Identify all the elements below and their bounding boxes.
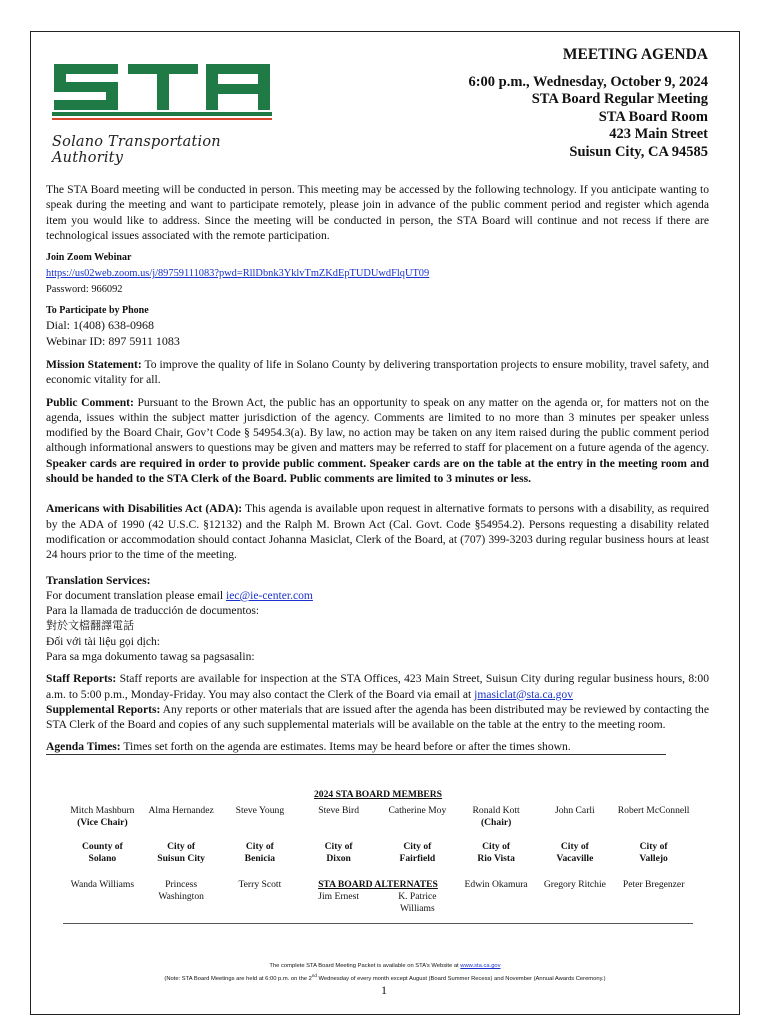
public-comment <box>46 395 709 487</box>
page-number: 1 <box>381 983 387 997</box>
zoom-password: Password: 966092 <box>46 283 123 295</box>
member-cell: Catherine Moy <box>388 805 447 816</box>
staff-reports <box>46 671 709 732</box>
city-cell: City of Vacaville <box>556 841 594 864</box>
alternate-cell: Gregory Ritchie <box>543 879 606 890</box>
city-cell: County of Solano <box>81 841 123 864</box>
members-cities-table <box>63 841 693 865</box>
city-cell: City of Benicia <box>244 841 276 864</box>
meeting-city: Suisun City, CA 94585 <box>569 143 708 160</box>
member-cell: Mitch Mashburn (Vice Chair) <box>70 805 135 828</box>
public-comment-text: Pursuant to the Brown Act, the public has an opportunity to speak on any matter on the agenda or, for matters not on the agenda, issues within the subject matter jurisdiction of the agency. Comments are limited to no more than 3 minutes per speaker unless modified by the Board Chair, Gov’t Code § 54954.3(a). By law, no action may be taken on any item raised during the public comment period although informational answers to questions may be given and matters may be referred to staff for placement on a future agenda of the agency. <box>46 395 709 455</box>
public-comment-label: Public Comment: <box>46 395 134 409</box>
members-names-table <box>63 805 693 829</box>
ada-label: Americans with Disabilities Act (ADA): <box>46 502 243 516</box>
alternate-cell: Jim Ernest <box>318 891 360 902</box>
ada-section <box>46 501 709 562</box>
agenda-times <box>46 739 666 755</box>
meeting-header <box>468 46 708 161</box>
alternate-cell: K. Patrice Williams <box>398 891 437 914</box>
supplemental-text: Any reports or other materials that are issued after the agenda has been distributed may be reviewed by contacting the STA Clerk of the Board and copies of any such supplemental materials will be available on the table at the entry to the meeting room. <box>46 702 709 732</box>
translation-line2: Para la llamada de traducción de documentos: <box>46 604 260 618</box>
mission-text: To improve the quality of life in Solano County by delivering transportation projects to ensure mobility, travel safety, and economic vitality for all. <box>46 357 709 387</box>
agenda-body <box>46 182 709 755</box>
translation-email[interactable]: iec@ie-center.com <box>225 588 313 602</box>
staff-label: Staff Reports: <box>46 672 117 686</box>
alternates-title: STA BOARD ALTERNATES <box>318 879 438 890</box>
meeting-title: MEETING AGENDA <box>562 46 708 63</box>
city-cell: City of Suisun City <box>157 841 205 864</box>
members-title: 2024 STA BOARD MEMBERS <box>313 789 443 800</box>
translation-section <box>46 573 709 665</box>
translation-line5: Para sa mga dokumento tawag sa pagsasalin: <box>46 650 255 664</box>
translation-line3: 對於文檔翻譯電話 <box>46 619 134 633</box>
footer-line2: (Note: STA Board Meetings are held at 6:00 p.m. on the 2nd Wednesday of every month except August (Board Summer Recess) and November (Annual Awards Ceremony.) <box>164 973 606 982</box>
staff-text: Staff reports are available for inspection at the STA Offices, 423 Main Street, Suisun City during regular business hours, 8:00 a.m. to 5:00 p.m., Monday-Friday. You may also contact the Clerk of the Board via email at <box>46 672 709 701</box>
member-cell: Alma Hernandez <box>148 805 214 816</box>
intro-paragraph: The STA Board meeting will be conducted in person. This meeting may be accessed by the following technology. If you anticipate wanting to speak during the meeting and want to participate remotely, please join in advance of the public comment period and register which agenda item you would like to address. Since the meeting will be conducted in person, the STA Board will continue and not recess if there are technological issues associated with the remote participation. <box>46 183 709 242</box>
footer-line1: The complete STA Board Meeting Packet is available on STA’s Website at www.sta.ca.gov <box>269 963 501 969</box>
alternate-cell: Terry Scott <box>238 879 282 890</box>
sta-logo <box>52 62 274 166</box>
translation-line4: Đối với tài liệu gọi dịch: <box>46 634 161 648</box>
alternate-cell: Edwin Okamura <box>464 879 528 890</box>
staff-email[interactable]: jmasiclat@sta.ca.gov <box>474 687 574 701</box>
meeting-name: STA Board Regular Meeting <box>531 91 708 107</box>
meeting-room: STA Board Room <box>598 108 708 125</box>
translation-line1: For document translation please email <box>46 588 226 602</box>
ada-text: This agenda is available upon request in alternative formats to persons with a disability, as required by the ADA of 1990 (42 U.S.C. §12132) and the Ralph M. Brown Act (Cal. Govt. Code §54954.2). Persons requesting a disability related modification or accommodation should contact Johanna Masiclat, Clerk of the Board, at (707) 399-3203 during regular business hours at least 24 hours prior to the time of the meeting. <box>46 502 710 562</box>
translation-label: Translation Services: <box>46 573 151 587</box>
alternate-cell: Wanda Williams <box>70 879 135 890</box>
phone-dial: Dial: 1(408) 638-0968 <box>46 318 154 333</box>
meeting-address: 423 Main Street <box>609 126 708 142</box>
agenda-times-text: Times set forth on the agenda are estimates. Items may be heard before or after the times shown. <box>120 739 571 753</box>
phone-heading: To Participate by Phone <box>46 305 149 317</box>
city-cell: City of Dixon <box>324 841 353 864</box>
zoom-heading: Join Zoom Webinar <box>46 252 132 264</box>
supplemental-label: Supplemental Reports: <box>46 702 161 716</box>
mission-statement <box>46 357 709 388</box>
footer <box>70 961 700 984</box>
member-cell: John Carli <box>555 805 595 816</box>
phone-section <box>46 303 709 349</box>
city-cell: City of Vallejo <box>639 841 668 864</box>
footer-website-link[interactable]: www.sta.ca.gov <box>460 963 501 969</box>
zoom-link[interactable]: https://us02web.zoom.us/j/89759111083?pwd=RllDbnk3YklvTmZKdEpTUDUwdFlqUT09 <box>46 268 430 280</box>
logo-tagline: Solano Transportation Authority <box>52 134 221 166</box>
city-cell: City of Rio Vista <box>477 841 515 864</box>
zoom-section <box>46 250 709 297</box>
members-divider <box>63 923 693 924</box>
agenda-times-label: Agenda Times: <box>46 739 121 753</box>
public-comment-bold: Speaker cards are required in order to provide public comment. Speaker cards are on the table at the entry in the meeting room and should be handed to the STA Clerk of the Board. Public comments are limited to 3 minutes or less. <box>46 456 709 486</box>
member-cell: Robert McConnell <box>617 805 690 816</box>
alternate-cell: Princess Washington <box>158 879 204 902</box>
member-cell: Steve Young <box>235 805 285 816</box>
phone-webinar-id: Webinar ID: 897 5911 1083 <box>46 333 180 348</box>
city-cell: City of Fairfield <box>399 841 436 864</box>
board-members <box>63 789 693 924</box>
member-cell: Ronald Kott (Chair) <box>472 805 520 828</box>
member-cell: Steve Bird <box>318 805 360 816</box>
mission-label: Mission Statement: <box>46 357 142 371</box>
alternate-cell: Peter Bregenzer <box>622 879 685 890</box>
meeting-time: 6:00 p.m., Wednesday, October 9, 2024 <box>468 73 708 90</box>
